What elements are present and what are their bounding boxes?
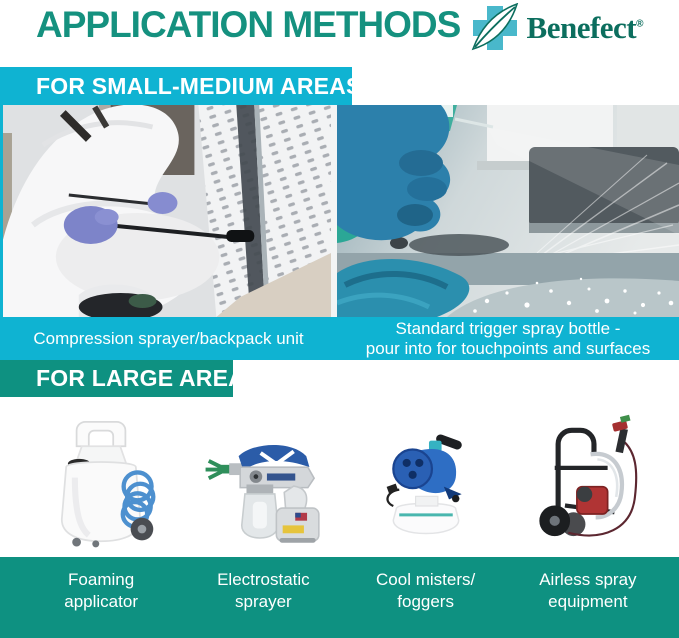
banner-small-medium-label: FOR SMALL-MEDIUM AREAS [36, 72, 362, 99]
compression-sprayer-photo-art [3, 105, 331, 317]
product-airless-spray-image [507, 397, 669, 557]
product-foaming-applicator-image [20, 397, 182, 557]
caption-electrostatic-line1: Electrostatic [217, 570, 310, 589]
foaming-applicator-icon [40, 415, 162, 549]
compression-sprayer-photo [0, 105, 331, 317]
caption-trigger-spray-line1: Standard trigger spray bottle - [395, 318, 621, 338]
product-row [0, 397, 679, 557]
header [0, 0, 679, 67]
caption-misters-line2: foggers [397, 592, 454, 611]
logo-wordmark: Benefect [526, 10, 637, 45]
caption-trigger-spray [337, 317, 679, 360]
trigger-spray-photo-art [337, 105, 679, 317]
benefect-leaf-cross-icon [469, 3, 521, 53]
electrostatic-sprayer-icon [195, 431, 331, 549]
caption-compression-sprayer-text: Compression sprayer/backpack unit [33, 328, 304, 348]
caption-electrostatic-sprayer [182, 569, 344, 638]
product-electrostatic-sprayer-image [182, 397, 344, 557]
caption-electrostatic-line2: sprayer [235, 592, 292, 611]
cool-mister-fogger-icon [374, 411, 478, 549]
airless-spray-equipment-icon [524, 409, 652, 549]
caption-misters-line1: Cool misters/ [376, 570, 476, 589]
product-cool-mister-fogger-image [345, 397, 507, 557]
caption-foaming-line2: applicator [64, 592, 138, 611]
product-caption-strip [0, 557, 679, 638]
caption-airless-spray-equipment [507, 569, 669, 638]
caption-foaming-applicator [20, 569, 182, 638]
benefect-logo [469, 3, 643, 53]
caption-compression-sprayer [0, 317, 337, 360]
benefect-logo-text [527, 10, 643, 46]
page-title: APPLICATION METHODS [36, 4, 461, 45]
banner-small-medium-areas [0, 67, 362, 105]
caption-trigger-spray-line2: pour into for touchpoints and surfaces [365, 338, 651, 358]
caption-strip [0, 317, 679, 360]
caption-airless-line1: Airless spray [539, 570, 637, 589]
banner-large-areas [0, 360, 261, 397]
caption-foaming-line1: Foaming [68, 570, 135, 589]
trigger-spray-photo [337, 105, 679, 317]
caption-airless-line2: equipment [548, 592, 628, 611]
caption-cool-misters-foggers [345, 569, 507, 638]
photo-row [0, 105, 679, 317]
registered-mark: ® [636, 18, 643, 30]
banner-large-areas-label: FOR LARGE AREAS [36, 365, 261, 391]
